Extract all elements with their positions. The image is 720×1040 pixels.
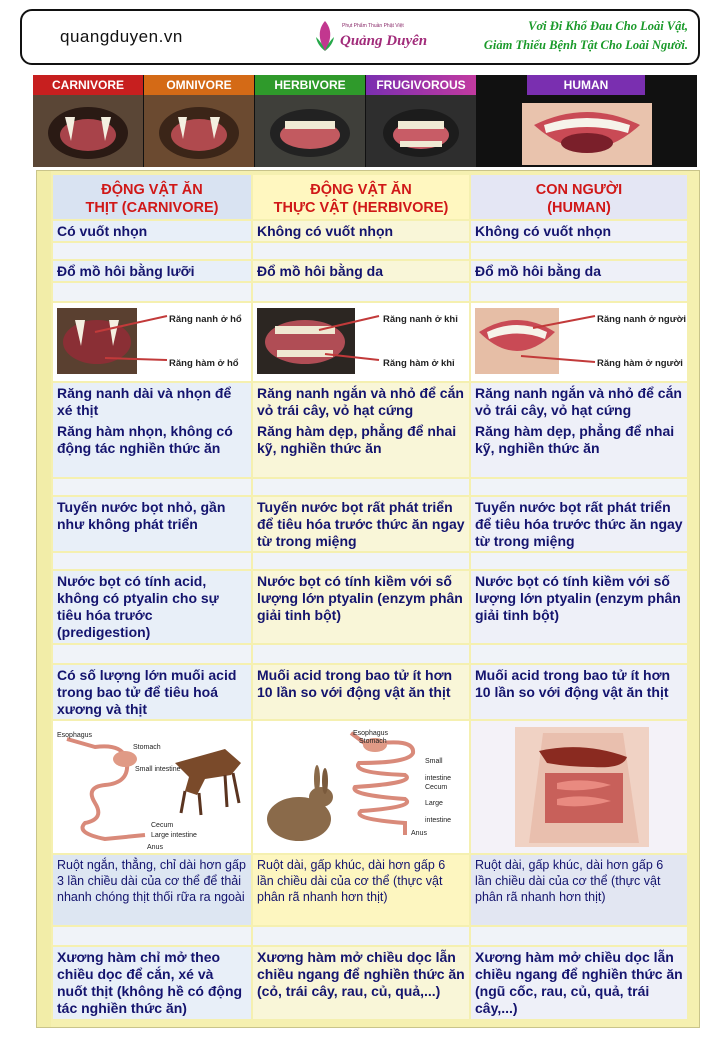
salivary-herbivore: Tuyến nước bọt rất phát triển để tiêu hóa trước thức ăn ngay từ trong miệng xyxy=(253,497,469,551)
slogan-line-1: Vơi Đi Khổ Đau Cho Loài Vật, xyxy=(528,19,688,33)
teeth-label: Răng nanh ở khỉ xyxy=(383,314,458,325)
spacer xyxy=(253,927,469,945)
spacer xyxy=(253,283,469,301)
logo-tagline: Phụt Phẩm Thuần Phật Việt xyxy=(342,23,404,29)
spacer xyxy=(471,645,687,663)
stomach-herbivore: Muối acid trong bao tử ít hơn 10 lần so với động vật ăn thịt xyxy=(253,665,469,719)
sweat-carnivore: Đổ mồ hôi bằng lưỡi xyxy=(53,261,251,281)
digestive-human xyxy=(471,721,687,853)
saliva-carnivore: Nước bọt có tính acid, không có ptyalin cho sự tiêu hóa trước (predigestion) xyxy=(53,571,251,643)
canines-herbivore: Răng nanh ngắn và nhỏ để cắn vỏ trái cây, vỏ hạt cứng xyxy=(253,383,469,421)
jaw-human: Xương hàm mở chiều dọc lẫn chiều ngang để nghiền thức ăn (ngũ cốc, rau, củ, quả, trái cây,...) xyxy=(471,947,687,1019)
saliva-human: Nước bọt có tính kiềm với số lượng lớn ptyalin (enzym phân giải tinh bột) xyxy=(471,571,687,643)
intestine-human: Ruột dài, gấp khúc, dài hơn gấp 6 lần chiều dài của cơ thể (thực vật phân rã nhanh hơn thịt) xyxy=(471,855,687,925)
banner-human xyxy=(477,75,697,167)
banner-label: HERBIVORE xyxy=(255,75,365,95)
jaw-carnivore: Xương hàm chỉ mở theo chiều dọc để cắn, xé và nuốt thịt (không hề có động tác nghiền thức ăn) xyxy=(53,947,251,1019)
saliva-herbivore: Nước bọt có tính kiềm với số lượng lớn ptyalin (enzym phân giải tinh bột) xyxy=(253,571,469,643)
teeth-label: Răng hàm ở hổ xyxy=(169,358,239,369)
spacer xyxy=(253,243,469,259)
human-digestive-diagram xyxy=(473,723,685,851)
spacer xyxy=(471,927,687,945)
spacer xyxy=(53,243,251,259)
spacer xyxy=(471,243,687,259)
banner-label: OMNIVORE xyxy=(144,75,254,95)
organ-label: Small intestine xyxy=(135,766,181,773)
banner-frugivorous xyxy=(366,75,476,167)
spacer xyxy=(53,283,251,301)
teeth-human xyxy=(471,303,687,381)
digestive-carnivore xyxy=(53,721,251,853)
logo xyxy=(314,17,444,59)
salivary-carnivore: Tuyến nước bọt nhỏ, gần như không phát triển xyxy=(53,497,251,551)
stomach-carnivore: Có số lượng lớn muối acid trong bao tử để tiêu hoá xương và thịt xyxy=(53,665,251,719)
claws-human: Không có vuốt nhọn xyxy=(471,221,687,241)
organ-label: Esophagus xyxy=(353,730,389,737)
spacer xyxy=(53,645,251,663)
intestine-herbivore: Ruột dài, gấp khúc, dài hơn gấp 6 lần chiều dài của cơ thể (thực vật phân rã nhanh hơn thịt) xyxy=(253,855,469,925)
header-human xyxy=(471,175,687,219)
banner-label: CARNIVORE xyxy=(33,75,143,95)
banner-herbivore xyxy=(255,75,365,167)
canines-human: Răng nanh ngắn và nhỏ để cắn vỏ trái cây, vỏ hạt cứng xyxy=(471,383,687,421)
header-line: CON NGƯỜI xyxy=(535,182,623,198)
organ-label: Cecum xyxy=(151,822,174,829)
slogan-line-2: Giảm Thiểu Bệnh Tật Cho Loài Người. xyxy=(483,38,688,52)
header-line: ĐỘNG VẬT ĂN xyxy=(310,182,412,198)
herbivore-mouth-icon xyxy=(265,103,355,163)
intestine-carnivore: Ruột ngắn, thẳng, chỉ dài hơn gấp 3 lần chiều dài của cơ thể để thải nhanh chóng thịt thối rữa ra ngoài xyxy=(53,855,251,925)
jaw-herbivore: Xương hàm mở chiều dọc lẫn chiều ngang để nghiền thức ăn (cỏ, trái cây, rau, củ, quả,...) xyxy=(253,947,469,1019)
organ-label: Stomach xyxy=(359,738,387,745)
header-herbivore xyxy=(253,175,469,219)
frugivorous-mouth-icon xyxy=(376,103,466,163)
organ-label: Large intestine xyxy=(425,800,452,824)
table-gutter xyxy=(37,171,51,1027)
teeth-herbivore xyxy=(253,303,469,381)
logo-name: Quảng Duyên xyxy=(340,33,428,49)
molars-carnivore: Răng hàm nhọn, không có động tác nghiền thức ăn xyxy=(53,421,251,477)
header-line: THỊT (CARNIVORE) xyxy=(85,200,219,216)
diet-banner xyxy=(33,75,697,167)
salivary-human: Tuyến nước bọt rất phát triển để tiêu hóa trước thức ăn ngay từ trong miệng xyxy=(471,497,687,551)
teeth-label: Răng hàm ở khỉ xyxy=(383,358,455,369)
spacer xyxy=(471,479,687,495)
page-header xyxy=(20,9,700,65)
banner-omnivore xyxy=(144,75,254,167)
organ-label: Large intestine xyxy=(151,832,197,839)
spacer xyxy=(253,645,469,663)
banner-label: FRUGIVOROUS xyxy=(366,75,476,95)
organ-label: Anus xyxy=(411,830,427,837)
teeth-label: Răng nanh ở người xyxy=(597,314,686,325)
organ-label: Cecum xyxy=(425,784,448,791)
comparison-table xyxy=(36,170,700,1028)
header-line: ĐỘNG VẬT ĂN xyxy=(101,182,203,198)
teeth-label: Răng nanh ở hổ xyxy=(169,314,242,325)
molars-herbivore: Răng hàm dẹp, phẳng để nhai kỹ, nghiền thức ăn xyxy=(253,421,469,477)
header-line: (HUMAN) xyxy=(547,200,611,216)
lotus-icon xyxy=(314,19,336,53)
claws-carnivore: Có vuốt nhọn xyxy=(53,221,251,241)
teeth-label: Răng hàm ở người xyxy=(597,358,683,369)
site-name[interactable]: quangduyen.vn xyxy=(60,27,183,46)
spacer xyxy=(253,553,469,569)
header-carnivore xyxy=(53,175,251,219)
spacer xyxy=(53,927,251,945)
stomach-human: Muối acid trong bao tử ít hơn 10 lần so với động vật ăn thịt xyxy=(471,665,687,719)
spacer xyxy=(253,479,469,495)
banner-carnivore xyxy=(33,75,143,167)
slogan xyxy=(484,17,688,55)
digestive-herbivore xyxy=(253,721,469,853)
omnivore-mouth-icon xyxy=(154,103,244,163)
spacer xyxy=(53,479,251,495)
organ-label: Esophagus xyxy=(57,732,93,739)
claws-herbivore: Không có vuốt nhọn xyxy=(253,221,469,241)
organ-label: Stomach xyxy=(133,744,161,751)
molars-human: Răng hàm dẹp, phẳng để nhai kỹ, nghiền thức ăn xyxy=(471,421,687,477)
organ-label: Anus xyxy=(147,844,163,851)
sweat-human: Đổ mồ hôi bằng da xyxy=(471,261,687,281)
banner-label: HUMAN xyxy=(527,75,645,95)
header-line: THỰC VẬT (HERBIVORE) xyxy=(273,200,449,216)
organ-label: Small intestine xyxy=(425,758,452,782)
carnivore-mouth-icon xyxy=(43,103,133,163)
spacer xyxy=(471,283,687,301)
sweat-herbivore: Đổ mồ hôi bằng da xyxy=(253,261,469,281)
teeth-carnivore xyxy=(53,303,251,381)
spacer xyxy=(53,553,251,569)
canines-carnivore: Răng nanh dài và nhọn để xé thịt xyxy=(53,383,251,421)
human-mouth-icon xyxy=(522,103,652,165)
spacer xyxy=(471,553,687,569)
